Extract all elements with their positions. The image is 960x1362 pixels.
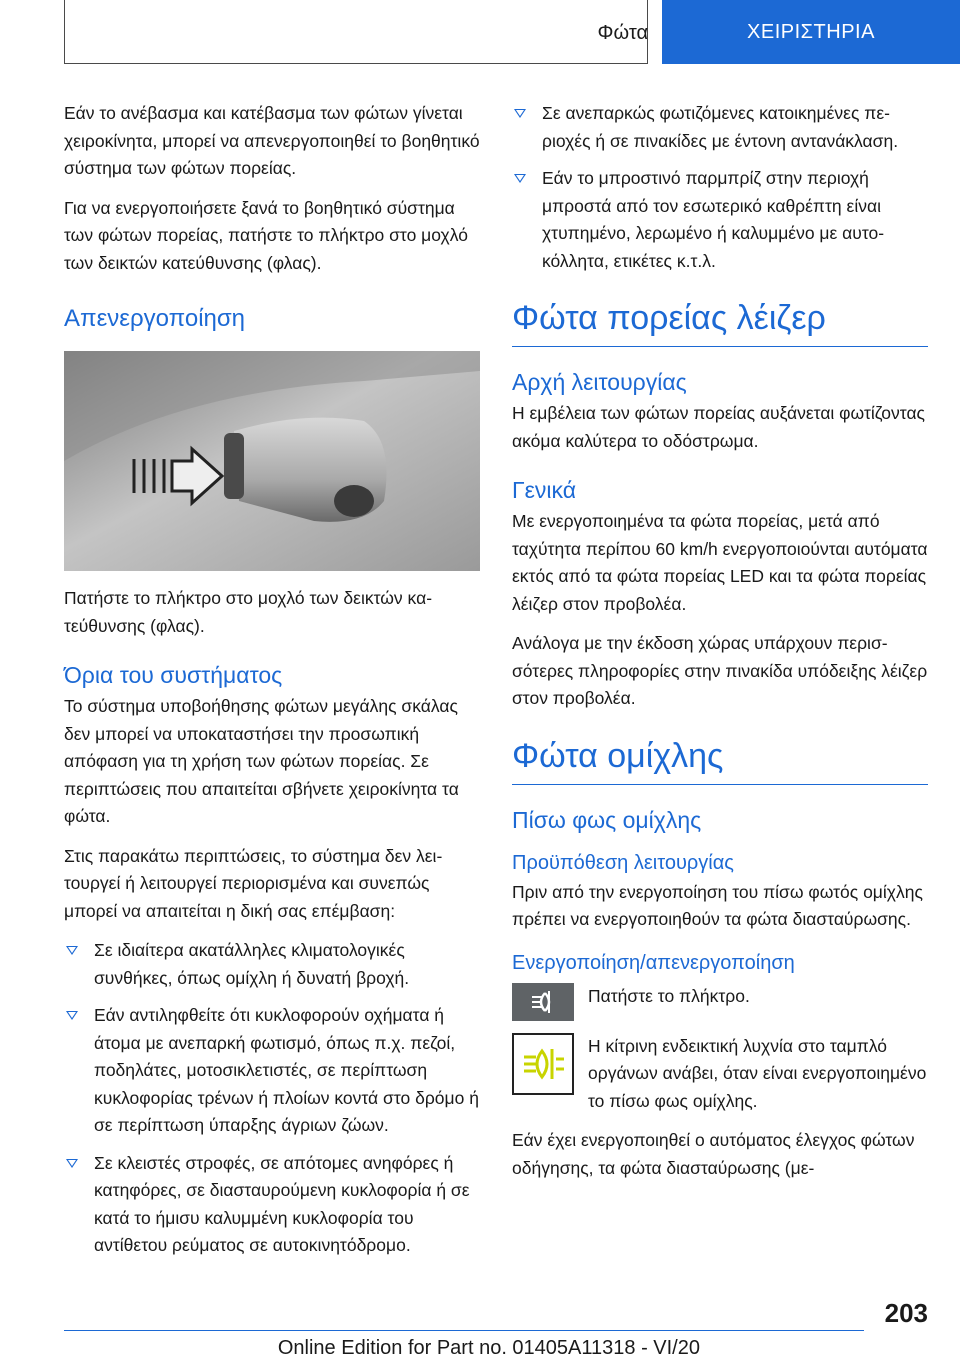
- list-item: Σε κλειστές στροφές, σε απότομες ανηφόρες ή κατηφόρες, σε διασταυρούμενη κυκλοφορία ή σε κατά το ήμισυ καλυμμένη κυκλοφορία του αντίθετου ρεύματος σε αυτοκινητόδρομο.: [64, 1150, 480, 1260]
- paragraph: Το σύστημα υποβοήθησης φώτων μεγάλης σκάλας δεν μπορεί να υποκαταστήσει την προσωπική απόφαση για τη χρήση των φώτων πορείας. Σε περιπτώσεις που απαιτείται σβήνετε χειροκίνητα τα φώτα.: [64, 696, 459, 826]
- paragraph: Με ενεργοποιημένα τα φώτα πορείας, μετά από ταχύτητα περίπου 60 km/h ενεργοποιούνται αυτόματα εκτός από τα φώτα πορείας LED και τα φώτα πορείας λέιζερ στον προβολέα.: [512, 511, 928, 614]
- heading-principle: Αρχή λειτουργίας: [512, 369, 687, 395]
- heading-system-limits: Όρια του συστήματος: [64, 662, 283, 688]
- heading-on-off: Ενεργοποίηση/απενεργοποίηση: [512, 951, 795, 974]
- paragraph: Στις παρακάτω περιπτώσεις, το σύστημα δεν λειτουργεί ή λειτουργεί περιορισμένα και συνεπώς μπορεί να απαιτείται η δική σας επέμβαση:: [64, 845, 443, 921]
- turn-signal-lever-photo: [64, 351, 480, 571]
- limits-list: [64, 937, 480, 1260]
- heading-general: Γενικά: [512, 477, 577, 503]
- heading-prerequisite: Προϋπόθεση λειτουργίας: [512, 851, 734, 874]
- rear-fog-button-icon: [512, 983, 574, 1021]
- list-item: Εάν το μπροστινό παρμπρίζ στην περιοχή μπροστά από τον εσωτερικό καθρέπτη είναι χτυπημένο, λερωμένο ή καλυμμένο με αυτοκόλλητα, ετικέτες κ.τ.λ.: [512, 165, 928, 275]
- list-item: Εάν αντιληφθείτε ότι κυκλοφορούν οχήματα ή άτομα με ανεπαρκή φωτισμό, όπως π.χ. πεζοί, ποδηλάτες, μοτοσικλετιστές, σε περίπτωση κυκλοφορίας τρένων ή πλοίων κοντά στο δρόμο ή σε περίπτωση ύπαρξης άγριων ζώων.: [64, 1002, 480, 1140]
- paragraph: Εάν το ανέβασμα και κατέβασμα των φώτων γίνεται χειροκίνητα, μπορεί να απενεργοποιηθεί το βοηθητικό σύστημα των φώτων πορείας.: [64, 103, 480, 178]
- footer-divider: [64, 1330, 864, 1331]
- header-section-title: Φώτα: [597, 22, 648, 44]
- limits-list-continued: [512, 100, 928, 275]
- page-number: 203: [884, 1298, 928, 1328]
- bullet-triangle-icon: [66, 946, 78, 955]
- heading-deactivation: Απενεργοποίηση: [64, 305, 246, 332]
- paragraph: Πατήστε το πλήκτρο.: [588, 985, 750, 1006]
- list-item: Σε ανεπαρκώς φωτιζόμενες κατοικημένες περιοχές ή σε πινακίδες με έντονη αντανάκλαση.: [512, 100, 928, 155]
- list-item: Σε ιδιαίτερα ακατάλληλες κλιματολογικές συνθήκες, όπως ομίχλη ή δυνατή βροχή.: [64, 937, 480, 992]
- heading-laser-lights: Φώτα πορείας λέιζερ: [512, 299, 928, 347]
- header-chapter-tab[interactable]: [662, 0, 960, 64]
- indicator-lamp-row: [512, 1033, 928, 1116]
- paragraph: Εάν έχει ενεργοποιηθεί ο αυτόματος έλεγχος φώτων οδήγησης, τα φώτα διασταύρωσης (με-: [512, 1130, 915, 1178]
- paragraph: Πριν από την ενεργοποίηση του πίσω φωτός ομίχλης πρέπει να ενεργοποιηθούν τα φώτα διασταύρωσης.: [512, 881, 923, 929]
- bullet-triangle-icon: [66, 1011, 78, 1020]
- header-chapter-label: ΧΕΙΡΙΣΤΗΡΙΑ: [747, 20, 875, 43]
- photo-caption: Πατήστε το πλήκτρο στο μοχλό των δεικτών κατεύθυνσης (φλας).: [64, 588, 433, 636]
- left-column: [64, 100, 480, 1270]
- bullet-triangle-icon: [514, 109, 526, 118]
- bullet-triangle-icon: [66, 1159, 78, 1168]
- paragraph: Για να ενεργοποιήσετε ξανά το βοηθητικό σύστημα των φώτων πορείας, πατήστε το πλήκτρο στο μοχλό των δεικτών κατεύθυνσης (φλας).: [64, 197, 468, 273]
- rear-fog-button-row: [512, 983, 928, 1021]
- paragraph: Ανάλογα με την έκδοση χώρας υπάρχουν περισσότερες πληροφορίες στην πινακίδα υπόδειξης λέιζερ στον προβολέα.: [512, 633, 928, 708]
- bullet-triangle-icon: [514, 174, 526, 183]
- heading-rear-fog-light: Πίσω φως ομίχλης: [512, 806, 702, 833]
- right-column: [512, 100, 928, 1194]
- rear-fog-indicator-lamp-icon: [512, 1033, 574, 1095]
- paragraph: Η εμβέλεια των φώτων πορείας αυξάνεται φωτίζοντας ακόμα καλύτερα το οδόστρωμα.: [512, 403, 925, 451]
- heading-fog-lights: Φώτα ομίχλης: [512, 737, 928, 785]
- footer-edition: Online Edition for Part no. 01405A11318 - VI/20: [277, 1337, 700, 1359]
- header-frame: [64, 0, 648, 64]
- paragraph: Η κίτρινη ενδεικτική λυχνία στο ταμπλό οργάνων ανάβει, όταν είναι ενεργοποιημένο το πίσω φως ομίχλης.: [588, 1035, 927, 1111]
